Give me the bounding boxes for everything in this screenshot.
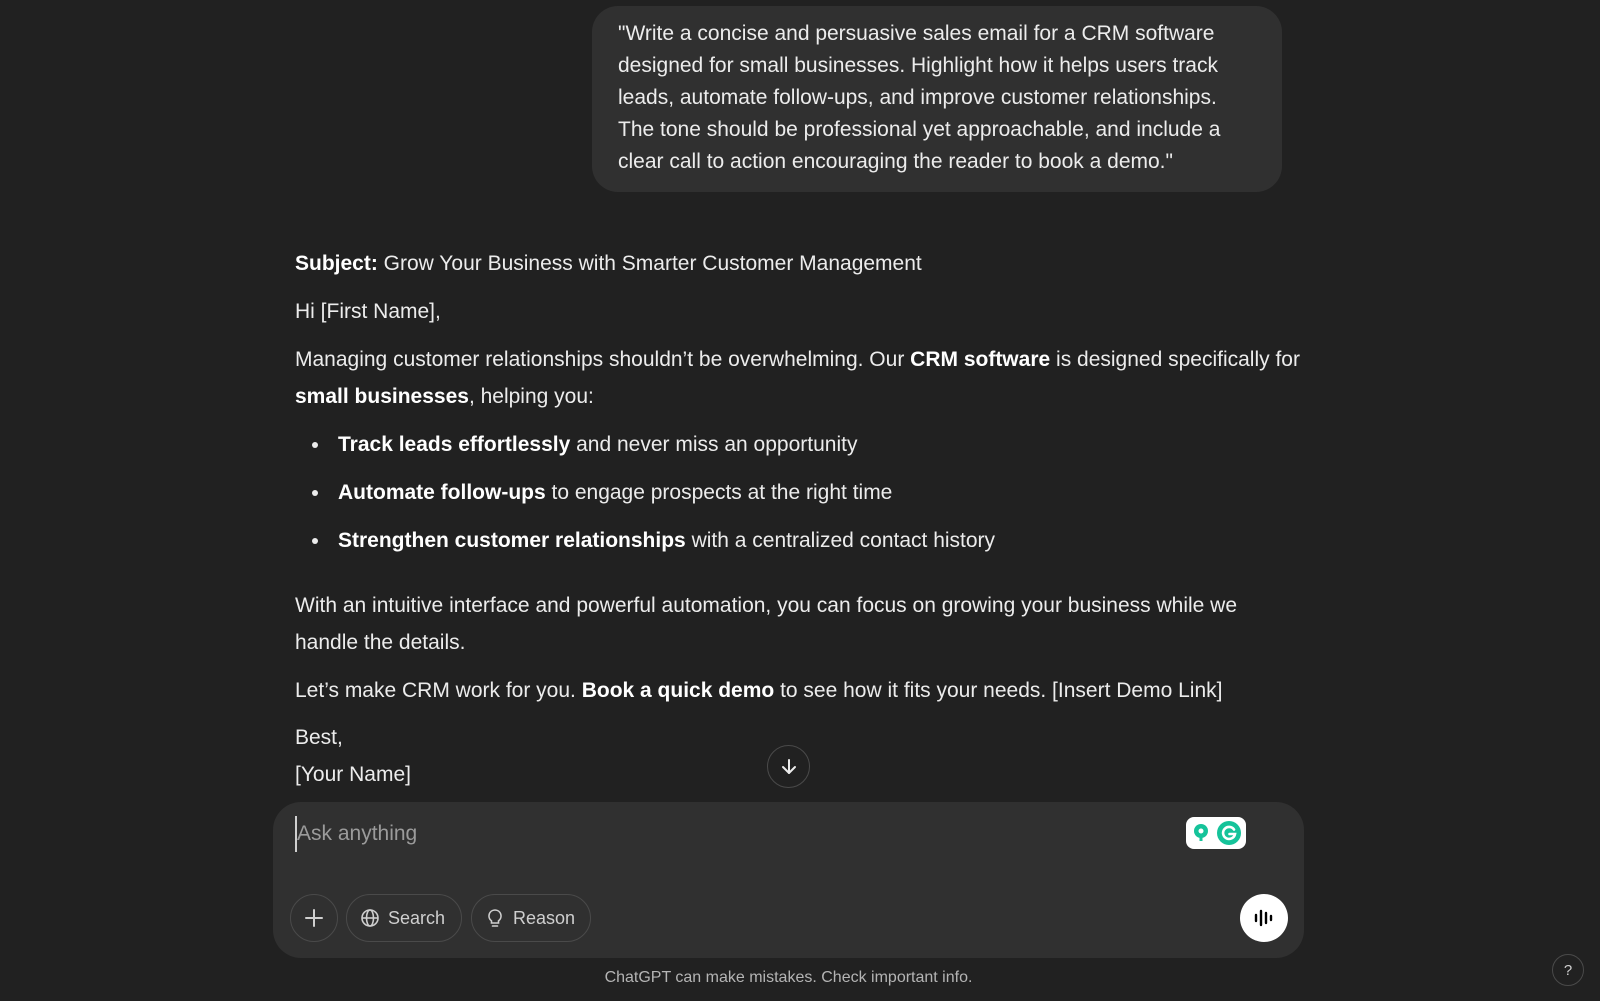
- cta-text-1: Let’s make CRM work for you.: [295, 679, 582, 702]
- user-message-text: "Write a concise and persuasive sales email for a CRM software designed for small businesses. Highlight how it helps users track leads, automate follow-ups, and improve customer relationships. The tone should be professional yet approachable, and include a clear call to action encouraging the reader to book a demo.": [618, 22, 1221, 173]
- email-signature: [Your Name]: [295, 763, 411, 786]
- list-item: [295, 426, 995, 474]
- user-message-bubble: [592, 6, 1282, 192]
- voice-waveform-icon: [1252, 906, 1276, 930]
- subject-label: Subject:: [295, 252, 378, 275]
- grammarly-extension-button[interactable]: [1186, 817, 1246, 849]
- benefits-list: [295, 426, 995, 570]
- lightbulb-icon: [485, 908, 505, 928]
- email-closing-paragraph: With an intuitive interface and powerful automation, you can focus on growing your business while we handle the details.: [295, 594, 1238, 654]
- grammarly-icon: [1216, 820, 1242, 846]
- bullet-text: and never miss an opportunity: [570, 433, 858, 456]
- intro-bold-1: CRM software: [910, 348, 1051, 371]
- reason-button[interactable]: [471, 894, 591, 942]
- message-input[interactable]: [295, 816, 1145, 852]
- scroll-to-bottom-button[interactable]: [767, 745, 810, 788]
- message-composer: [273, 802, 1304, 958]
- search-label: Search: [388, 907, 446, 928]
- email-subject: [295, 245, 922, 282]
- email-greeting: Hi [First Name],: [295, 300, 441, 323]
- help-button[interactable]: ?: [1552, 954, 1584, 986]
- arrow-down-icon: [779, 757, 799, 777]
- list-item: [295, 522, 995, 570]
- email-signoff: Best,: [295, 726, 343, 749]
- intro-bold-2: small businesses: [295, 385, 469, 408]
- list-item: [295, 474, 995, 522]
- intro-text-3: , helping you:: [468, 385, 594, 408]
- intro-text-1: Managing customer relationships shouldn’t be overwhelming. Our: [295, 348, 911, 371]
- subject-text: Grow Your Business with Smarter Customer Management: [377, 252, 922, 275]
- disclaimer-text: ChatGPT can make mistakes. Check important info.: [604, 969, 973, 986]
- bullet-bold: Automate follow-ups: [338, 481, 546, 504]
- reason-label: Reason: [513, 907, 576, 928]
- bullet-text: with a centralized contact history: [685, 529, 996, 552]
- bullet-bold: Track leads effortlessly: [338, 433, 571, 456]
- search-button[interactable]: [346, 894, 462, 942]
- cta-bold: Book a quick demo: [581, 679, 775, 702]
- bullet-bold: Strengthen customer relationships: [338, 529, 686, 552]
- bullet-dot: [312, 442, 318, 448]
- bullet-text: to engage prospects at the right time: [545, 481, 893, 504]
- email-intro: [295, 341, 1305, 415]
- voice-mode-button[interactable]: [1240, 894, 1288, 942]
- globe-icon: [360, 908, 380, 928]
- intro-text-2: is designed specifically for: [1050, 348, 1300, 371]
- email-cta: [295, 672, 1222, 709]
- grammarly-suggestion-icon: [1190, 822, 1212, 844]
- plus-icon: [304, 908, 324, 928]
- cta-text-2: to see how it fits your needs. [Insert Demo Link]: [774, 679, 1223, 702]
- attach-button[interactable]: [290, 894, 338, 942]
- bullet-dot: [312, 490, 318, 496]
- bullet-dot: [312, 538, 318, 544]
